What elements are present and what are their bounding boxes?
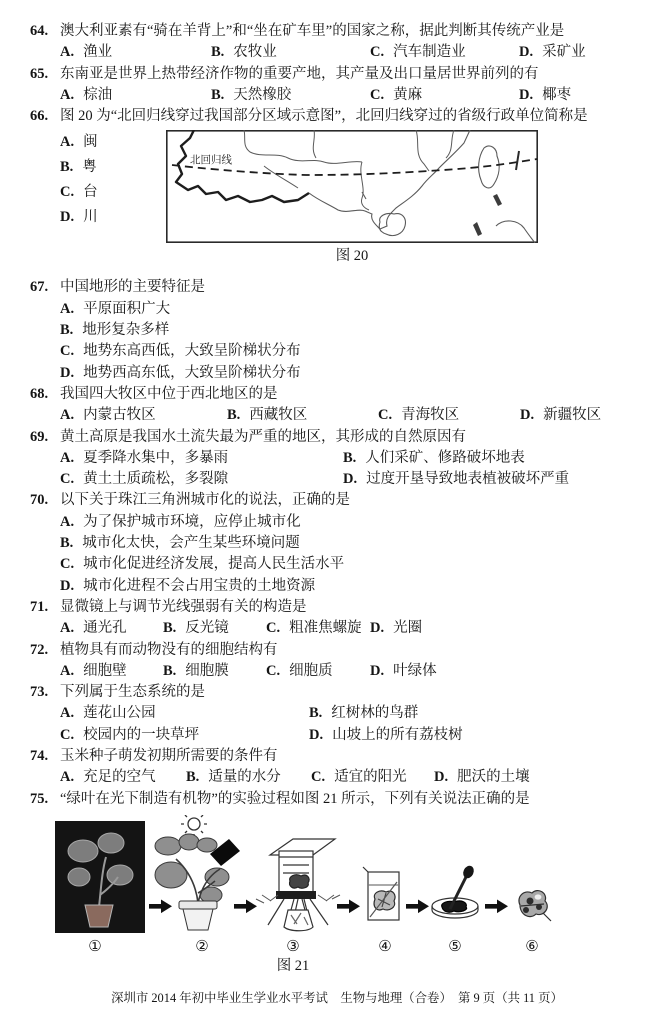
option-text: 人们采矿、修路破坏地表 [365,449,525,466]
fig21-step-number: ① [88,936,102,955]
option-label: A. [60,705,75,722]
question-stem: 下列属于生态系统的是 [60,684,205,701]
option [309,725,644,746]
option-label: A. [60,300,75,317]
step3-alcohol-waterbath [256,839,340,931]
option [60,42,211,63]
question-body [60,427,644,491]
option-text: 过度开垦导致地表植被破坏严重 [366,471,570,488]
option [60,725,309,746]
option-label: B. [60,159,74,176]
option-text: 采矿业 [542,44,586,61]
option [520,405,644,426]
option [211,42,370,63]
option-label: D. [343,471,358,488]
fig20-block [60,127,644,277]
question-stem: 澳大利亚素有“骑在羊背上”和“坐在矿车里”的国家之称，据此判断其传统产业是 [60,23,565,39]
question-body [60,277,644,383]
option [343,469,644,490]
option [163,661,266,682]
fig20-map [166,130,538,243]
fig21-caption: 图 21 [276,957,310,974]
question-number: 65. [30,65,49,82]
option-row [60,405,644,426]
option-row [60,767,644,788]
option [60,512,644,533]
option-label: B. [163,662,177,679]
option-label: D. [370,662,385,679]
option [60,533,644,554]
option-label: D. [519,86,534,103]
option [60,618,163,639]
option [370,85,519,106]
option [211,85,370,106]
option-row [60,703,644,724]
question-body [60,640,644,683]
option-label: A. [60,662,75,679]
option-label: C. [311,769,326,786]
question-body [60,746,644,789]
question-number: 68. [30,385,49,402]
option-label: A. [60,44,75,61]
option [60,469,343,490]
option-text: 西藏牧区 [249,407,308,424]
option [60,320,644,341]
question-number: 70. [30,492,49,509]
option-label: D. [520,407,535,424]
option-row [60,85,644,106]
question-number: 73. [30,684,49,701]
option-label: C. [370,86,385,103]
option-label: B. [227,407,241,424]
page-footer: 深圳市 2014 年初中毕业生学业水平考试 生物与地理（合卷） 第 9 页（共 11 页） [111,990,563,1005]
option-label: C. [370,44,385,61]
option-label: C. [60,343,75,360]
option-text: 适宜的阳光 [334,769,407,786]
option [60,661,163,682]
step1-dark-plant [55,821,145,933]
question-stem: 显微镜上与调节光线强弱有关的构造是 [60,598,307,615]
question-body [60,789,644,810]
option-row [60,618,644,639]
option-text: 山坡上的所有荔枝树 [332,726,463,743]
option [370,42,519,63]
question-stem: 植物具有而动物没有的细胞结构有 [60,641,278,658]
option [343,448,644,469]
option-label: C. [266,662,281,679]
option [60,341,644,362]
option [519,85,644,106]
question-68 [30,384,644,427]
question-stem: 以下关于珠江三角洲城市化的说法，正确的是 [60,492,350,509]
option-text: 黄麻 [393,86,423,103]
question-number: 75. [30,790,49,807]
question-stem: 中国地形的主要特征是 [60,279,205,296]
question-body [60,106,644,277]
question-65 [30,64,644,107]
option [60,576,644,597]
option [60,405,227,426]
fig21-step-number: ④ [378,936,392,955]
question-number: 69. [30,428,49,445]
step5-iodine-dish [432,864,478,918]
option-label: D. [370,620,385,637]
option-text: 反光镜 [185,620,229,637]
map-border [167,131,537,242]
question-stem: “绿叶在光下制造有机物”的实验过程如图 21 所示，下列有关说法正确的是 [60,790,530,807]
option-label: A. [60,86,75,103]
option-text: 细胞壁 [83,662,127,679]
option-text: 粗准焦螺旋 [289,620,362,637]
fig21-step-number: ⑥ [525,936,539,955]
tropic-label: 北回归线 [190,155,232,167]
question-stem: 玉米种子萌发初期所需要的条件有 [60,748,278,765]
option-label: B. [211,86,225,103]
question-71 [30,597,644,640]
option [370,618,644,639]
option [519,42,644,63]
option-text: 新疆牧区 [543,407,602,424]
question-body [60,64,644,107]
option-row [60,469,644,490]
option-label: B. [343,449,357,466]
question-69 [30,427,644,491]
option-text: 充足的空气 [83,769,156,786]
question-body [60,597,644,640]
option-text: 红树林的鸟群 [331,705,419,722]
question-66 [30,106,644,277]
option-text: 夏季降水集中，多暴雨 [83,449,229,466]
option [227,405,378,426]
option [266,618,370,639]
option-label: D. [309,726,324,743]
step4-rinse-beaker [363,867,399,920]
fig21-step-number: ⑤ [448,936,462,955]
question-stem: 图 20 为“北回归线穿过我国部分区域示意图”，北回归线穿过的省级行政单位简称是 [60,108,588,125]
option-label: C. [60,726,75,743]
option-label: D. [434,769,449,786]
option-row [60,661,644,682]
question-72 [30,640,644,683]
option-text: 城市化促进经济发展，提高人民生活水平 [83,556,345,573]
option-text: 地势东高西低，大致呈阶梯状分布 [83,343,301,360]
question-74 [30,746,644,789]
option [163,618,266,639]
question-number: 67. [30,279,49,296]
option [370,661,644,682]
question-body [60,682,644,746]
option-label: B. [163,620,177,637]
option-text: 川 [83,209,98,226]
fig21-experiment [50,815,560,943]
option-label: B. [309,705,323,722]
option-text: 细胞质 [289,662,333,679]
question-number: 72. [30,641,49,658]
option-label: D. [60,209,75,226]
option-row [60,42,644,63]
option-text: 平原面积广大 [83,300,171,317]
question-number: 66. [30,108,49,125]
option-text: 闽 [83,134,98,151]
option-text: 为了保护城市环境，应停止城市化 [83,513,301,530]
option [60,85,211,106]
option [311,767,434,788]
option-text: 粤 [82,159,97,176]
option-label: A. [60,769,75,786]
fig21-step-number: ③ [286,936,300,955]
option-label: B. [60,535,74,552]
option [434,767,644,788]
option-label: C. [266,620,281,637]
question-number: 71. [30,598,49,615]
question-body [60,21,644,64]
option [309,703,644,724]
option-label: C. [378,407,393,424]
option-text: 椰枣 [542,86,572,103]
option-text: 肥沃的土壤 [457,769,530,786]
option-text: 光圈 [393,620,423,637]
option-text: 城市化太快，会产生某些环境问题 [82,535,300,552]
option-text: 棕油 [83,86,113,103]
option [60,703,309,724]
option-column [60,299,644,384]
option [186,767,311,788]
option-label: D. [60,364,75,381]
question-body [60,490,644,596]
option-label: A. [60,407,75,424]
option-label: B. [60,322,74,339]
option-text: 地形复杂多样 [82,322,170,339]
option-text: 内蒙古牧区 [83,407,156,424]
question-67 [30,277,644,383]
option-text: 农牧业 [233,44,277,61]
question-64 [30,21,644,64]
option-text: 细胞膜 [185,662,229,679]
option-row [60,725,644,746]
option-text: 莲花山公园 [83,705,156,722]
option-text: 黄土土质疏松，多裂隙 [83,471,229,488]
option-text: 通光孔 [83,620,127,637]
question-75 [30,789,644,810]
option-label: C. [60,471,75,488]
option-label: B. [186,769,200,786]
option-column [60,512,644,597]
option-text: 青海牧区 [401,407,460,424]
fig21-block [30,810,644,982]
question-stem: 我国四大牧区中位于西北地区的是 [60,385,278,402]
question-70 [30,490,644,596]
option-text: 城市化进程不会占用宝贵的土地资源 [83,577,316,594]
option-text: 台 [83,184,98,201]
option [378,405,520,426]
option-label: A. [60,513,75,530]
option-text: 叶绿体 [393,662,437,679]
question-73 [30,682,644,746]
step6-result-leaf [519,890,551,920]
fig21-step-number: ② [195,936,209,955]
option-text: 地势西高东低，大致呈阶梯状分布 [83,364,301,381]
option-text: 汽车制造业 [393,44,466,61]
option [60,448,343,469]
fig20-caption: 图 20 [335,248,369,265]
question-body [60,384,644,427]
question-stem: 东南亚是世界上热带经济作物的重要产地，其产量及出口量居世界前列的有 [60,65,539,82]
option-text: 适量的水分 [208,769,281,786]
option-text: 校园内的一块草坪 [83,726,200,743]
question-number: 64. [30,23,49,39]
step2-sunlight-covered-leaf [155,815,240,930]
option-label: C. [60,556,75,573]
option-text: 渔业 [83,44,113,61]
question-stem: 黄土高原是我国水土流失最为严重的地区，其形成的自然原因有 [60,428,466,445]
option-label: C. [60,184,75,201]
option [60,767,186,788]
option-label: A. [60,449,75,466]
option [60,299,644,320]
option-label: A. [60,134,75,151]
option-label: A. [60,620,75,637]
option [60,363,644,384]
sun-icon [181,815,207,837]
option [266,661,370,682]
option-label: D. [519,44,534,61]
option-label: D. [60,577,75,594]
option [60,554,644,575]
option-label: B. [211,44,225,61]
option-row [60,448,644,469]
option-text: 天然橡胶 [233,86,292,103]
question-number: 74. [30,748,49,765]
